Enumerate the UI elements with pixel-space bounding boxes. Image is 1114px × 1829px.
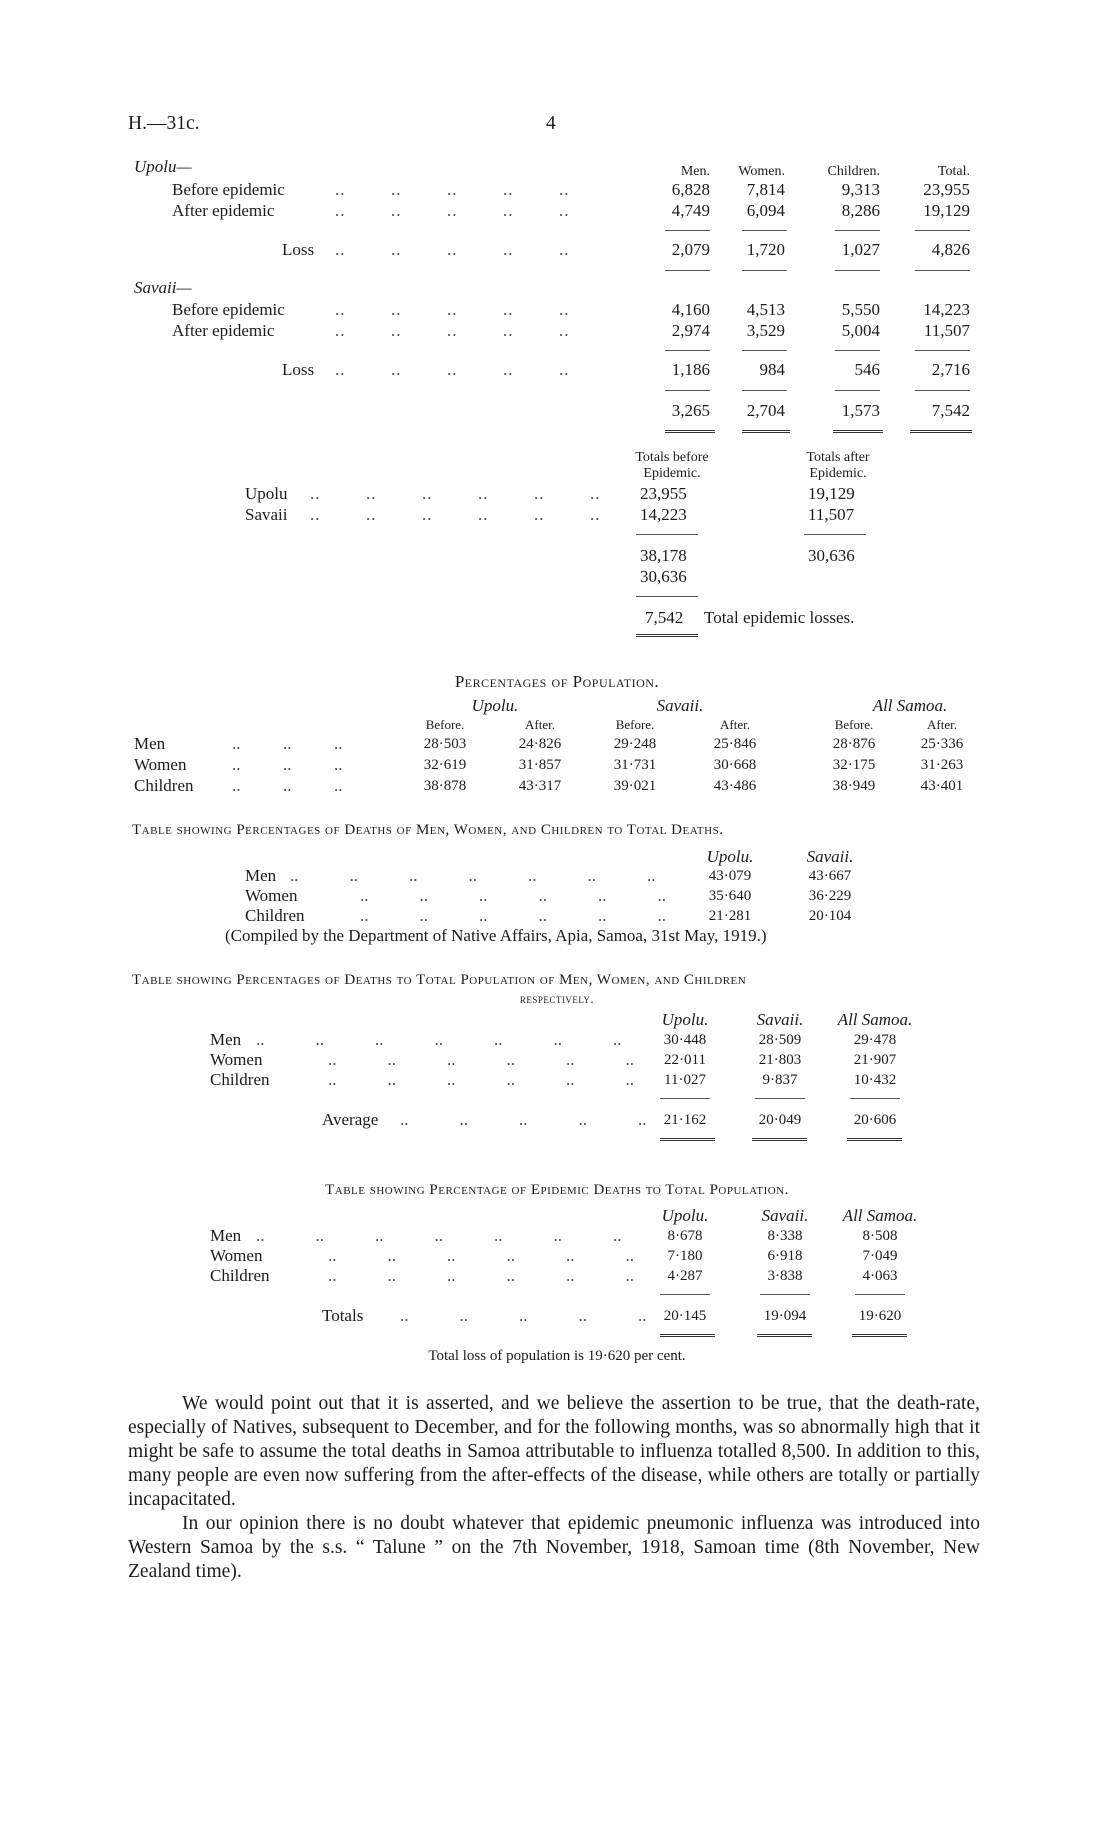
row-label-men: Men	[134, 734, 166, 753]
rule	[665, 230, 710, 231]
leader-dots: .. .. .. .. ..	[400, 1110, 647, 1129]
rule	[835, 270, 880, 271]
row-label-women: Women	[210, 1050, 263, 1069]
document-reference: H.—31c.	[128, 113, 200, 134]
rule	[835, 230, 880, 231]
men-all-samoa: 8·508	[862, 1228, 898, 1244]
totals-difference-label: Total epidemic losses.	[704, 608, 855, 627]
row-label-children: Children	[245, 906, 305, 925]
men-savaii-before: 29·248	[613, 736, 657, 752]
row-label-children: Children	[210, 1266, 270, 1285]
leader-dots: .. .. .. .. ..	[400, 1306, 647, 1325]
paragraph: We would point out that it is asserted, and we believe the assertion to be true, that the death-rate, especially of Natives, subsequent to December, and for the following months, was so abnormally high that it might be safe to assume the total deaths in Samoa attributable to influenza totalled 8,500. In addition to this, many people are even now suffering from the after-effects of the disease, while others are totally or partially incapacitated.	[128, 1393, 980, 1510]
double-rule	[752, 1138, 807, 1141]
double-rule	[660, 1334, 715, 1337]
upolu-heading: Upolu—	[134, 157, 192, 176]
men-upolu: 8·678	[667, 1228, 703, 1244]
leader-dots: .. .. .. .. .. ..	[360, 886, 666, 905]
children-all-samoa: 4·063	[862, 1268, 898, 1284]
body-text	[128, 1392, 980, 1584]
men-savaii-after: 25·846	[713, 736, 757, 752]
row-label-women: Women	[134, 755, 187, 774]
children-upolu: 4·287	[667, 1268, 703, 1284]
women-upolu-before: 32·619	[423, 757, 467, 773]
men-upolu: 30·448	[663, 1032, 707, 1048]
subhead-after: After.	[720, 717, 750, 732]
rule	[665, 350, 710, 351]
rule	[915, 270, 970, 271]
leader-dots: .. .. ..	[232, 776, 343, 795]
savaii-loss-total: 2,716	[931, 360, 970, 379]
row-label-men: Men	[245, 866, 277, 885]
leader-dots: .. .. .. .. ..	[335, 180, 570, 199]
children-samoa-after: 43·401	[920, 778, 964, 794]
double-rule	[757, 1334, 812, 1337]
leader-dots: .. .. .. .. .. .. ..	[256, 1226, 622, 1245]
rule	[636, 534, 698, 535]
women-savaii: 21·803	[758, 1052, 802, 1068]
totals-savaii-before: 14,223	[640, 505, 687, 524]
group-all-samoa: All Samoa.	[872, 696, 948, 715]
totals-all-samoa: 19·620	[858, 1308, 902, 1324]
men-savaii: 43·667	[808, 868, 852, 884]
women-all-samoa: 21·907	[853, 1052, 897, 1068]
women-samoa-after: 31·263	[920, 757, 964, 773]
row-label-men: Men	[210, 1030, 242, 1049]
col-savaii: Savaii.	[756, 1010, 804, 1029]
children-upolu-before: 38·878	[423, 778, 467, 794]
rule	[915, 390, 970, 391]
savaii-loss-women: 984	[759, 360, 785, 379]
paragraph: In our opinion there is no doubt whatever that epidemic pneumonic influenza was introduced into Western Samoa by the s.s. “ Talune ” on the 7th November, 1918, Samoan time (8th November, New Zealand time).	[128, 1513, 980, 1582]
women-all-samoa: 7·049	[862, 1248, 898, 1264]
women-upolu: 35·640	[708, 888, 752, 904]
double-rule	[852, 1334, 907, 1337]
combined-loss-women: 2,704	[746, 401, 785, 420]
totals-upolu: 20·145	[663, 1308, 707, 1324]
rule	[660, 1098, 710, 1099]
row-label-children: Children	[210, 1070, 270, 1089]
rule	[804, 534, 866, 535]
leader-dots: .. .. .. .. .. ..	[310, 505, 601, 524]
women-samoa-before: 32·175	[832, 757, 876, 773]
upolu-loss-children: 1,027	[841, 240, 880, 259]
col-upolu: Upolu.	[661, 1010, 709, 1029]
rule	[835, 390, 880, 391]
double-rule	[665, 430, 715, 433]
leader-dots: .. .. .. .. .. ..	[360, 906, 666, 925]
leader-dots: .. .. ..	[232, 755, 343, 774]
savaii-before-men: 4,160	[671, 300, 710, 319]
double-rule	[636, 634, 698, 637]
average-label: Average	[322, 1110, 379, 1129]
rule	[665, 270, 710, 271]
men-savaii: 8·338	[767, 1228, 803, 1244]
rule	[660, 1294, 710, 1295]
rule	[850, 1098, 900, 1099]
table-title-continued: respectively.	[519, 991, 595, 1006]
group-savaii: Savaii.	[656, 696, 704, 715]
leader-dots: .. .. ..	[232, 734, 343, 753]
col-header-men: Men.	[680, 164, 710, 179]
savaii-after-total: 11,507	[923, 321, 970, 340]
col-all-samoa: All Samoa.	[837, 1010, 913, 1029]
savaii-before-label: Before epidemic	[172, 300, 285, 319]
children-savaii-after: 43·486	[713, 778, 757, 794]
savaii-loss-label: Loss	[282, 360, 315, 379]
leader-dots: .. .. .. .. .. ..	[328, 1050, 634, 1069]
upolu-after-children: 8,286	[841, 201, 880, 220]
upolu-loss-men: 2,079	[671, 240, 710, 259]
combined-loss-total: 7,542	[931, 401, 970, 420]
leader-dots: .. .. .. .. ..	[335, 360, 570, 379]
children-savaii: 20·104	[808, 908, 852, 924]
men-samoa-before: 28·876	[832, 736, 876, 752]
women-upolu: 22·011	[664, 1052, 706, 1068]
upolu-after-men: 4,749	[671, 201, 710, 220]
women-savaii-before: 31·731	[613, 757, 657, 773]
leader-dots: .. .. .. .. .. ..	[328, 1266, 634, 1285]
subhead-before: Before.	[615, 717, 655, 732]
rule	[915, 230, 970, 231]
savaii-before-total: 14,223	[923, 300, 970, 319]
totals-sum-before: 38,178	[640, 546, 687, 565]
totals-after-heading: Totals after Epidemic.	[806, 450, 870, 481]
children-savaii: 3·838	[767, 1268, 803, 1284]
savaii-loss-men: 1,186	[671, 360, 710, 379]
col-savaii: Savaii.	[761, 1206, 809, 1225]
rule	[760, 1294, 810, 1295]
subhead-after: After.	[525, 717, 555, 732]
leader-dots: .. .. .. .. .. ..	[328, 1246, 634, 1265]
rule	[665, 390, 710, 391]
children-upolu: 21·281	[708, 908, 752, 924]
savaii-after-children: 5,004	[841, 321, 880, 340]
row-label-women: Women	[210, 1246, 263, 1265]
row-label-women: Women	[245, 886, 298, 905]
men-savaii: 28·509	[758, 1032, 802, 1048]
col-upolu: Upolu.	[706, 847, 754, 866]
col-header-children: Children.	[827, 164, 880, 179]
totals-savaii: 19·094	[763, 1308, 807, 1324]
upolu-before-children: 9,313	[841, 180, 880, 199]
children-savaii-before: 39·021	[613, 778, 657, 794]
leader-dots: .. .. .. .. .. .. ..	[290, 866, 656, 885]
double-rule	[833, 430, 883, 433]
men-upolu: 43·079	[708, 868, 752, 884]
children-all-samoa: 10·432	[853, 1072, 897, 1088]
totals-subtract: 30,636	[640, 567, 687, 586]
totals-row-upolu-label: Upolu	[245, 484, 288, 503]
totals-upolu-after: 19,129	[808, 484, 855, 503]
combined-loss-children: 1,573	[841, 401, 880, 420]
subhead-after: After.	[927, 717, 957, 732]
compilation-note: (Compiled by the Department of Native Affairs, Apia, Samoa, 31st May, 1919.)	[225, 926, 767, 945]
row-label-men: Men	[210, 1226, 242, 1245]
rule	[755, 1098, 805, 1099]
average-all-samoa: 20·606	[853, 1112, 897, 1128]
leader-dots: .. .. .. .. .. ..	[328, 1070, 634, 1089]
men-all-samoa: 29·478	[853, 1032, 897, 1048]
double-rule	[660, 1138, 715, 1141]
totals-difference: 7,542	[645, 608, 684, 627]
leader-dots: .. .. .. .. ..	[335, 240, 570, 259]
upolu-loss-women: 1,720	[746, 240, 785, 259]
savaii-after-label: After epidemic	[172, 321, 275, 340]
totals-label: Totals	[322, 1306, 364, 1325]
upolu-before-label: Before epidemic	[172, 180, 285, 199]
totals-sum-after: 30,636	[808, 546, 855, 565]
upolu-after-women: 6,094	[746, 201, 785, 220]
savaii-before-children: 5,550	[841, 300, 880, 319]
men-samoa-after: 25·336	[920, 736, 964, 752]
children-upolu-after: 43·317	[518, 778, 562, 794]
savaii-loss-children: 546	[854, 360, 880, 379]
leader-dots: .. .. .. .. .. .. ..	[256, 1030, 622, 1049]
men-upolu-before: 28·503	[423, 736, 467, 752]
women-savaii-after: 30·668	[713, 757, 757, 773]
col-header-women: Women.	[738, 164, 785, 179]
rule	[742, 270, 787, 271]
col-savaii: Savaii.	[806, 847, 854, 866]
leader-dots: .. .. .. .. ..	[335, 201, 570, 220]
page-number: 4	[546, 113, 556, 134]
rule	[636, 596, 698, 597]
upolu-after-label: After epidemic	[172, 201, 275, 220]
col-header-total: Total.	[937, 164, 970, 179]
subhead-before: Before.	[425, 717, 465, 732]
average-upolu: 21·162	[663, 1112, 707, 1128]
rule	[742, 350, 787, 351]
leader-dots: .. .. .. .. .. ..	[310, 484, 601, 503]
upolu-after-total: 19,129	[923, 201, 970, 220]
savaii-after-women: 3,529	[746, 321, 785, 340]
women-savaii: 36·229	[808, 888, 852, 904]
summary-line: Total loss of population is 19·620 per cent.	[428, 1348, 686, 1364]
rule	[855, 1294, 905, 1295]
double-rule	[742, 430, 790, 433]
men-upolu-after: 24·826	[518, 736, 562, 752]
savaii-heading: Savaii—	[134, 278, 192, 297]
leader-dots: .. .. .. .. ..	[335, 300, 570, 319]
rule	[742, 390, 787, 391]
rule	[835, 350, 880, 351]
group-upolu: Upolu.	[471, 696, 519, 715]
table-title: Table showing Percentages of Deaths to Total Population of Men, Women, and Children	[132, 972, 747, 988]
double-rule	[910, 430, 972, 433]
totals-upolu-before: 23,955	[640, 484, 687, 503]
women-savaii: 6·918	[767, 1248, 803, 1264]
women-upolu-after: 31·857	[518, 757, 562, 773]
totals-row-savaii-label: Savaii	[245, 505, 288, 524]
savaii-after-men: 2,974	[671, 321, 710, 340]
table-title: Table showing Percentages of Deaths of Men, Women, and Children to Total Deaths.	[132, 822, 724, 838]
totals-before-heading: Totals before Epidemic.	[635, 450, 709, 481]
col-all-samoa: All Samoa.	[842, 1206, 918, 1225]
women-upolu: 7·180	[667, 1248, 703, 1264]
subhead-before: Before.	[834, 717, 874, 732]
totals-savaii-after: 11,507	[808, 505, 855, 524]
rule	[742, 230, 787, 231]
children-samoa-before: 38·949	[832, 778, 876, 794]
upolu-before-men: 6,828	[671, 180, 710, 199]
savaii-before-women: 4,513	[746, 300, 785, 319]
children-savaii: 9·837	[762, 1072, 798, 1088]
double-rule	[847, 1138, 902, 1141]
average-savaii: 20·049	[758, 1112, 802, 1128]
upolu-before-women: 7,814	[746, 180, 785, 199]
upolu-loss-label: Loss	[282, 240, 315, 259]
upolu-loss-total: 4,826	[931, 240, 970, 259]
row-label-children: Children	[134, 776, 194, 795]
children-upolu: 11·027	[664, 1072, 706, 1088]
leader-dots: .. .. .. .. ..	[335, 321, 570, 340]
upolu-before-total: 23,955	[923, 180, 970, 199]
col-upolu: Upolu.	[661, 1206, 709, 1225]
table-title: Table showing Percentage of Epidemic Deaths to Total Population.	[325, 1182, 789, 1198]
rule	[915, 350, 970, 351]
combined-loss-men: 3,265	[671, 401, 710, 420]
table-title: Percentages of Population.	[454, 672, 660, 691]
